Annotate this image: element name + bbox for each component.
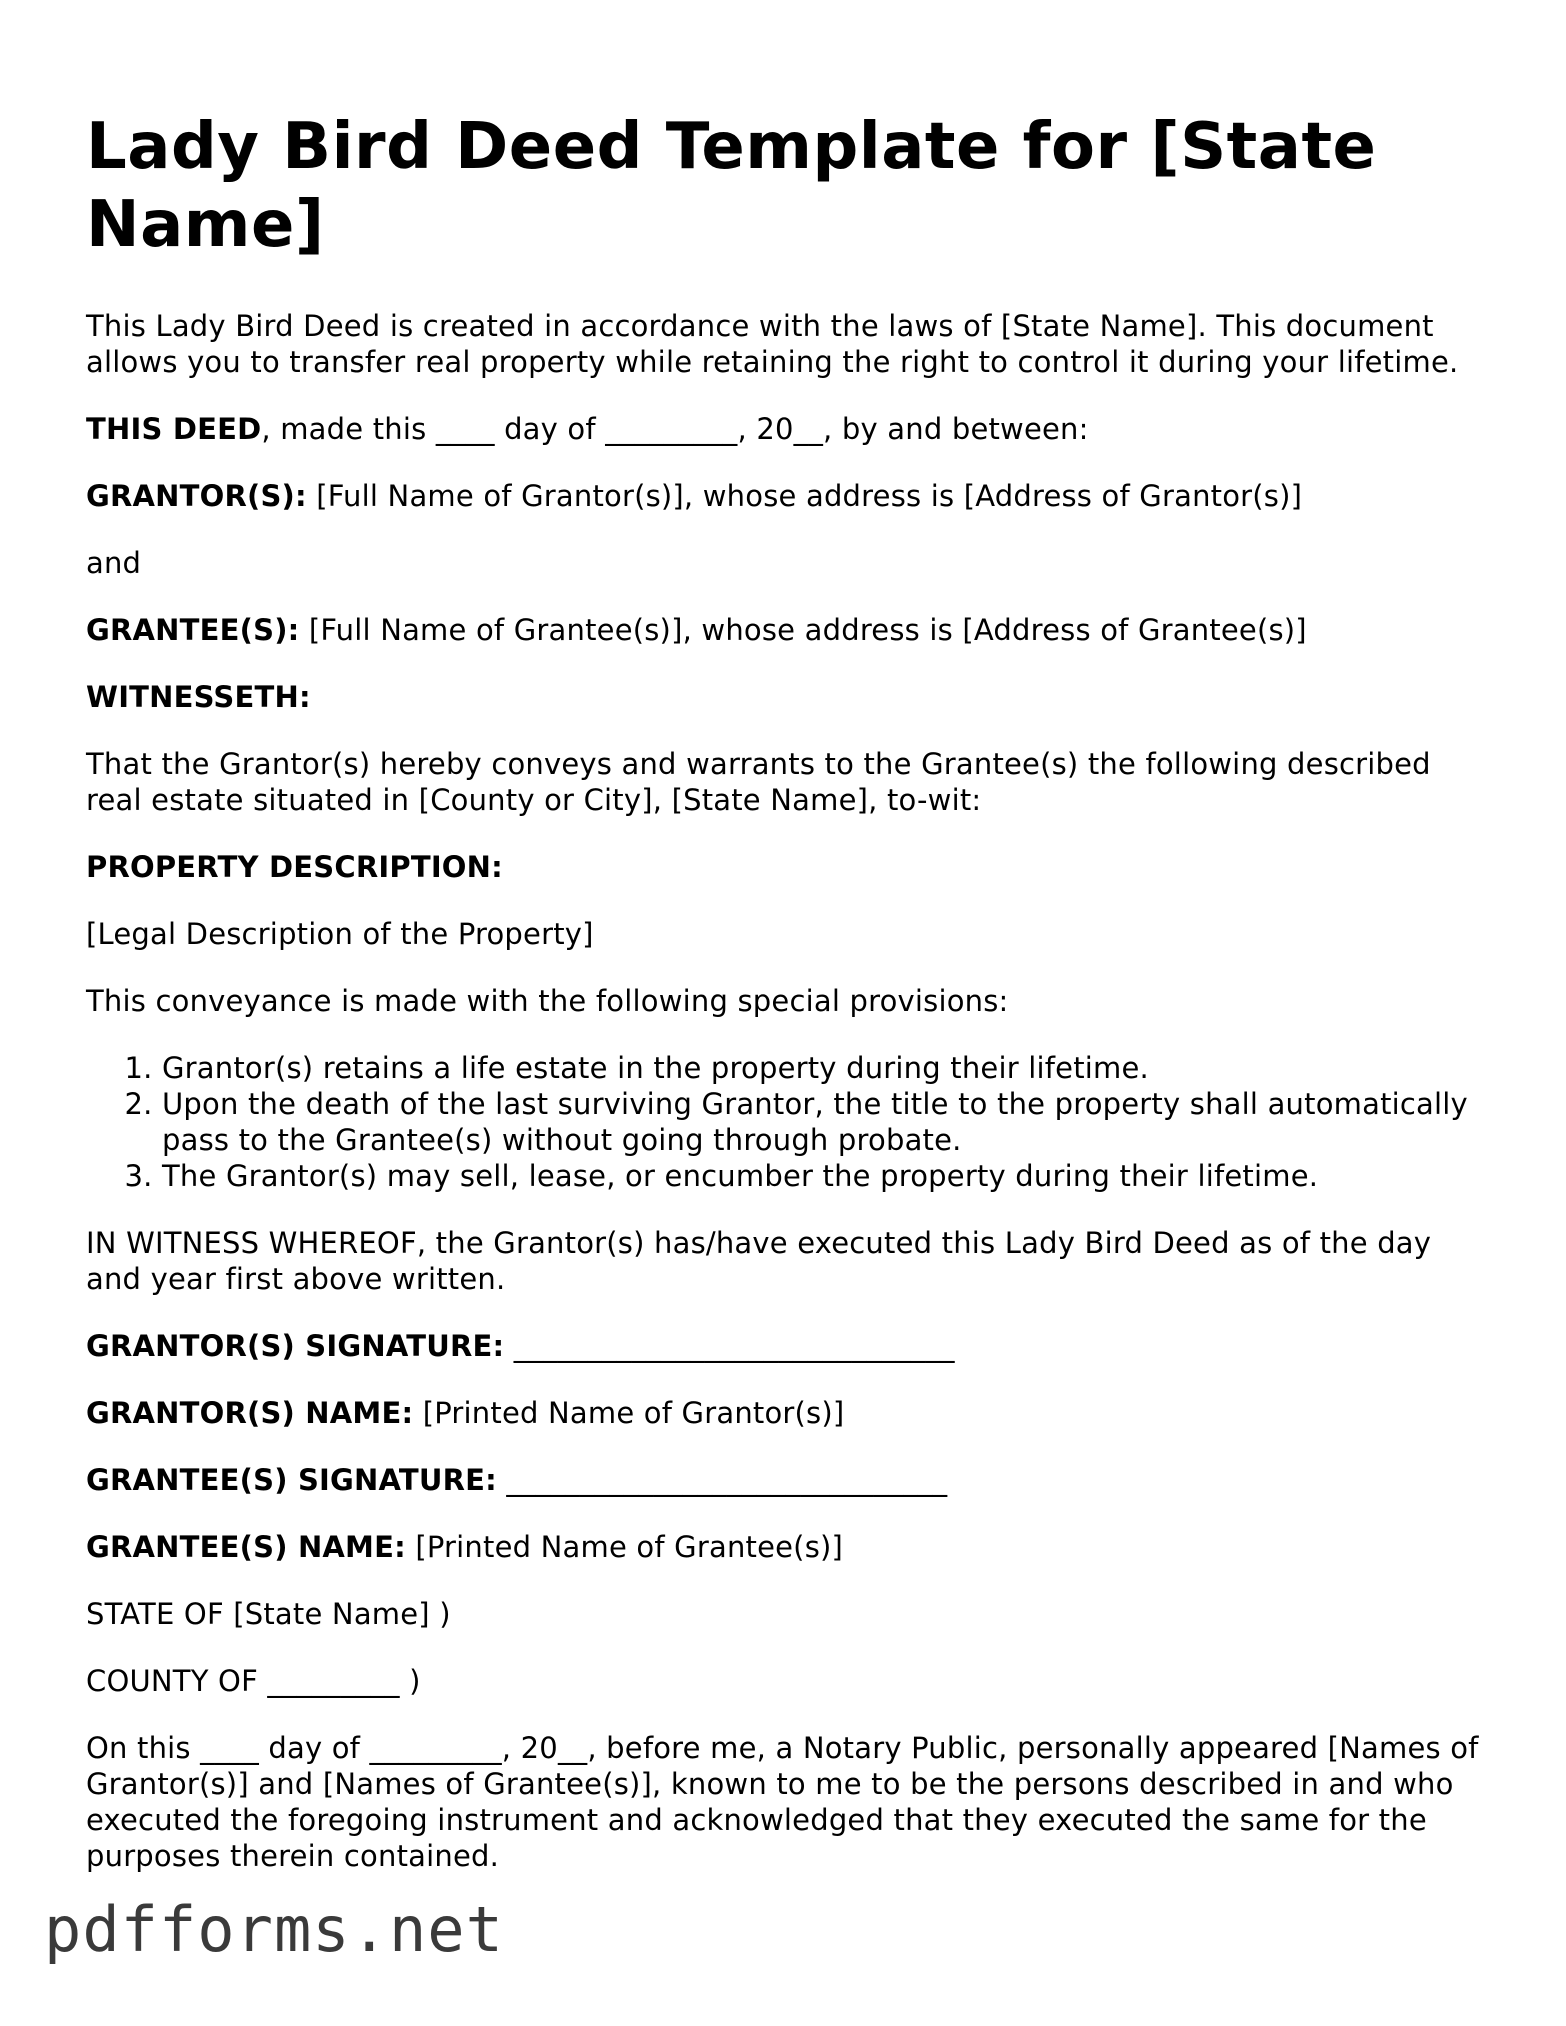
- grantee-name-label: GRANTEE(S) NAME:: [86, 1530, 406, 1564]
- provision-item: 2. Upon the death of the last surviving Grantor, the title to the property shall automatically pass to the Grantee(s) without going through probate.: [162, 1086, 1486, 1158]
- grantor-signature-line: [86, 1328, 1486, 1364]
- grantor-name-label: GRANTOR(S) NAME:: [86, 1396, 414, 1430]
- grantee-signature-label: GRANTEE(S) SIGNATURE:: [86, 1463, 497, 1497]
- grantor-signature-blank: ______________________________: [504, 1329, 955, 1363]
- property-heading-label: PROPERTY DESCRIPTION:: [86, 850, 503, 884]
- grantee-signature-line: [86, 1462, 1486, 1498]
- county-of-line: COUNTY OF _________ ): [86, 1664, 421, 1698]
- property-heading: [86, 849, 1486, 885]
- grantee-line: [86, 612, 1486, 648]
- grantor-text: [Full Name of Grantor(s)], whose address is [Address of Grantor(s)]: [306, 479, 1303, 513]
- provisions-intro: This conveyance is made with the following special provisions:: [86, 984, 1009, 1018]
- deed-date-text: , made this ____ day of _________, 20__, by and between:: [261, 412, 1089, 446]
- grantor-signature-label: GRANTOR(S) SIGNATURE:: [86, 1329, 505, 1363]
- document-title: Lady Bird Deed Template for [State Name]: [86, 110, 1377, 262]
- grantee-name-text: [Printed Name of Grantee(s)]: [405, 1530, 844, 1564]
- grantee-signature-blank: ______________________________: [496, 1463, 948, 1497]
- grantee-text: [Full Name of Grantee(s)], whose address is [Address of Grantee(s)]: [299, 613, 1307, 647]
- watermark-logo: pdfforms.net: [44, 1893, 504, 1966]
- deed-date-line: [86, 411, 1486, 447]
- and-line: and: [86, 546, 142, 580]
- provision-item: 3. The Grantor(s) may sell, lease, or encumber the property during their lifetime.: [162, 1158, 1486, 1194]
- grantee-label: GRANTEE(S):: [86, 613, 300, 647]
- grantor-label: GRANTOR(S):: [86, 479, 307, 513]
- legal-description: [Legal Description of the Property]: [86, 917, 594, 951]
- grantor-line: [86, 478, 1486, 514]
- notary-paragraph: On this ____ day of _________, 20__, before me, a Notary Public, personally appeared [Names of Grantor(s)] and [Names of Grantee(s)], known to me to be the persons described in and who executed the foregoing instrument and acknowledged that they executed the same for the purposes therein contained.: [86, 1731, 1479, 1873]
- in-witness-paragraph: IN WITNESS WHEREOF, the Grantor(s) has/have executed this Lady Bird Deed as of the day and year first above written.: [86, 1226, 1432, 1296]
- conveys-paragraph: That the Grantor(s) hereby conveys and warrants to the Grantee(s) the following described real estate situated in [County or City], [State Name], to-wit:: [86, 747, 1431, 817]
- provision-item: 1. Grantor(s) retains a life estate in the property during their lifetime.: [162, 1050, 1486, 1086]
- document-page: [86, 108, 1486, 1905]
- provisions-list: [86, 1050, 1486, 1194]
- intro-paragraph: This Lady Bird Deed is created in accordance with the laws of [State Name]. This document allows you to transfer real property while retaining the right to control it during your lifetime.: [86, 309, 1459, 379]
- grantor-name-text: [Printed Name of Grantor(s)]: [413, 1396, 845, 1430]
- witnesseth-label: WITNESSETH:: [86, 680, 311, 714]
- grantor-name-line: [86, 1395, 1486, 1431]
- deed-label: THIS DEED: [86, 412, 262, 446]
- witnesseth-heading: [86, 679, 1486, 715]
- state-of-line: STATE OF [State Name] ): [86, 1597, 451, 1631]
- grantee-name-line: [86, 1529, 1486, 1565]
